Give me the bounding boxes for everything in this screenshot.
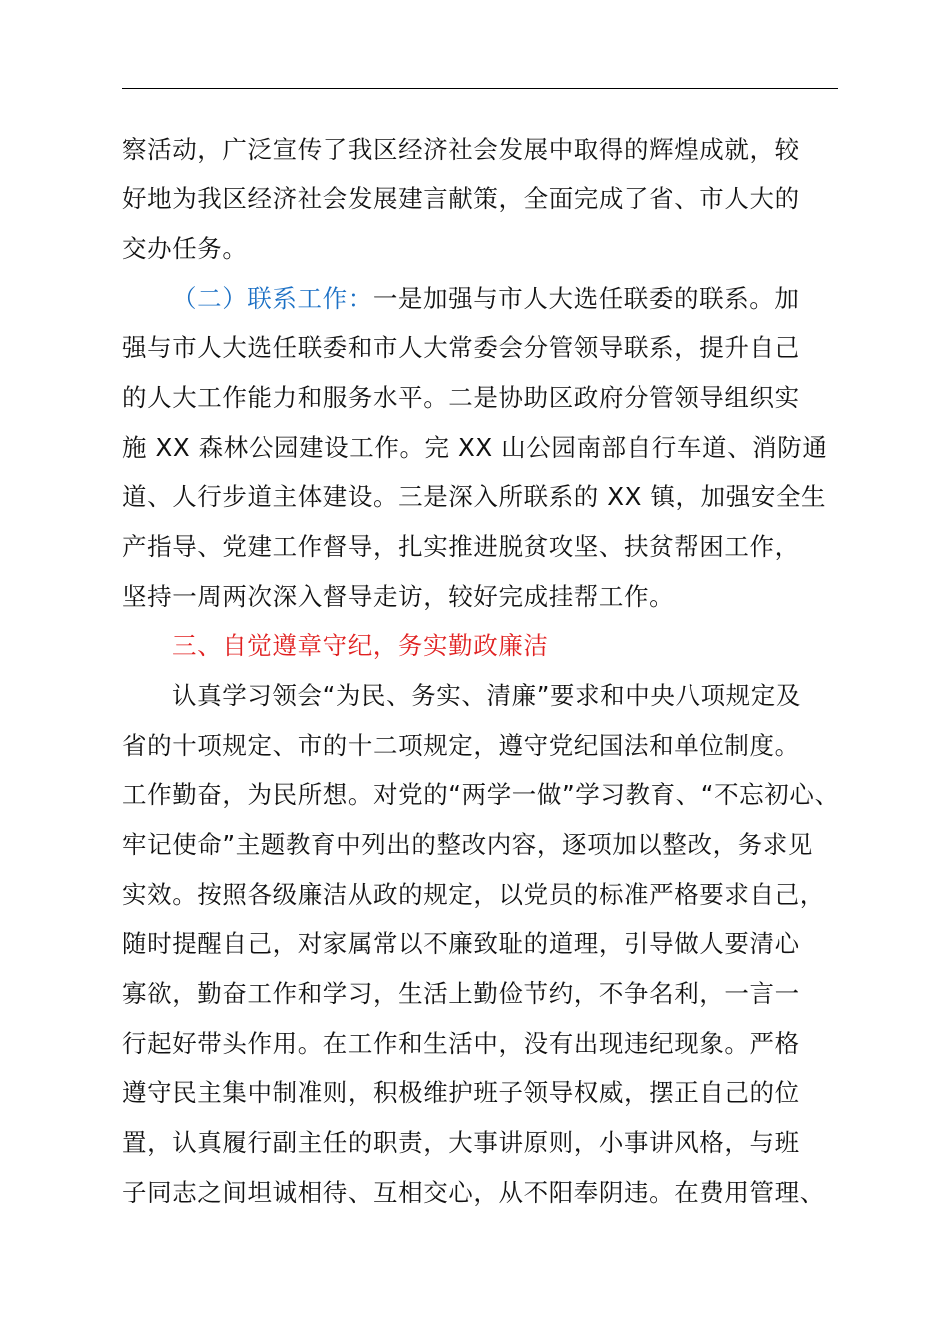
text-line: 子同志之间坦诚相待、互相交心，从不阳奉阴违。在费用管理、 xyxy=(122,1178,825,1207)
subheading-text: 一是加强与市人大选任联委的联系。加 xyxy=(372,284,800,313)
text-line: 察活动，广泛宣传了我区经济社会发展中取得的辉煌成就，较 xyxy=(122,135,800,164)
subheading-label: （二）联系工作： xyxy=(172,284,373,313)
text-line: 认真学习领会“为民、务实、清廉”要求和中央八项规定及 xyxy=(172,681,801,710)
text-line: 行起好带头作用。在工作和生活中，没有出现违纪现象。严格 xyxy=(122,1029,800,1058)
subheading-line xyxy=(172,274,862,324)
text-line: 产指导、党建工作督导，扎实推进脱贫攻坚、扶贫帮困工作， xyxy=(122,532,800,561)
text-line: 道、人行步道主体建设。三是深入所联系的 XX 镇，加强安全生 xyxy=(122,482,827,511)
text-line: 置，认真履行副主任的职责，大事讲原则，小事讲风格，与班 xyxy=(122,1128,800,1157)
section-heading: 三、自觉遵章守纪，务实勤政廉洁 xyxy=(172,631,549,660)
text-line: 省的十项规定、市的十二项规定，遵守党纪国法和单位制度。 xyxy=(122,731,800,760)
text-line: 实效。按照各级廉洁从政的规定，以党员的标准严格要求自己， xyxy=(122,880,825,909)
text-line: 的人大工作能力和服务水平。二是协助区政府分管领导组织实 xyxy=(122,383,800,412)
text-line: 遵守民主集中制准则，积极维护班子领导权威，摆正自己的位 xyxy=(122,1078,800,1107)
text-line: 施 XX 森林公园建设工作。完 XX 山公园南部自行车道、消防通 xyxy=(122,433,828,462)
text-line: 随时提醒自己，对家属常以不廉致耻的道理，引导做人要清心 xyxy=(122,929,800,958)
text-line: 交办任务。 xyxy=(122,234,248,263)
header-rule xyxy=(122,88,838,89)
text-line: 牢记使命”主题教育中列出的整改内容，逐项加以整改，务求见 xyxy=(122,830,813,859)
text-line: 寡欲，勤奋工作和学习，生活上勤俭节约，不争名利，一言一 xyxy=(122,979,800,1008)
text-line: 好地为我区经济社会发展建言献策，全面完成了省、市人大的 xyxy=(122,184,800,213)
text-line: 强与市人大选任联委和市人大常委会分管领导联系，提升自己 xyxy=(122,333,800,362)
text-line: 坚持一周两次深入督导走访，较好完成挂帮工作。 xyxy=(122,582,675,611)
text-line: 工作勤奋，为民所想。对党的“两学一做”学习教育、“不忘初心、 xyxy=(122,780,840,809)
